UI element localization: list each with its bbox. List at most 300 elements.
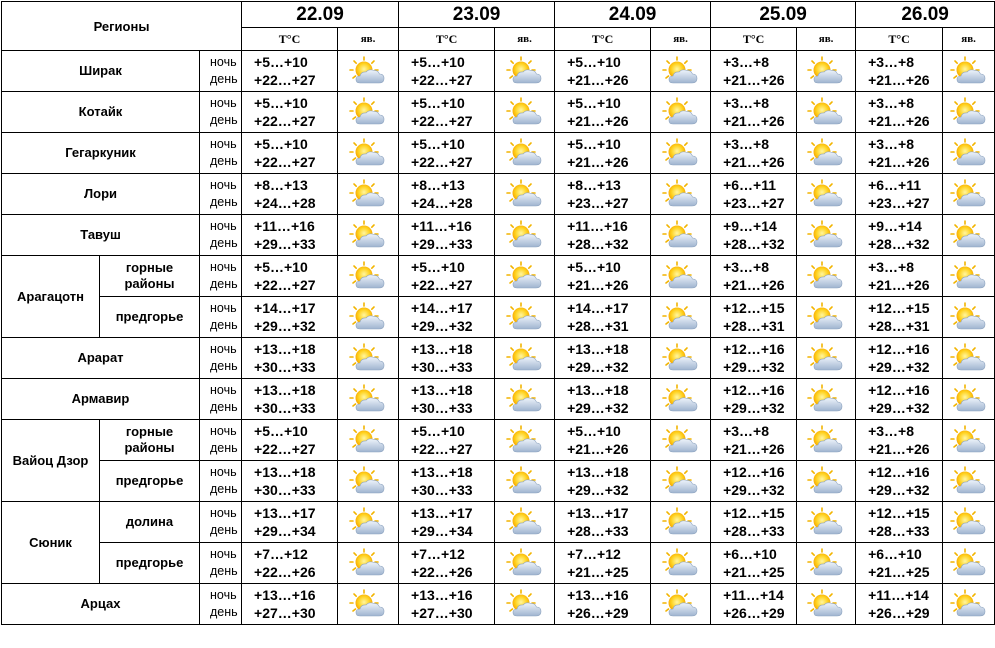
temperature-cell — [555, 420, 651, 461]
night-temp: +5…+10 — [254, 54, 308, 70]
night-temp: +12…+16 — [723, 464, 785, 480]
night-label: ночь — [210, 96, 237, 110]
night-label: ночь — [210, 137, 237, 151]
temperature-cell — [856, 92, 943, 133]
temperature-cell — [399, 502, 495, 543]
night-temp: +13…+18 — [254, 341, 316, 357]
night-day-labels — [200, 92, 242, 133]
temperature-cell — [711, 297, 797, 338]
night-temp: +12…+15 — [868, 505, 930, 521]
night-temp: +13…+18 — [567, 341, 629, 357]
night-temp: +13…+16 — [254, 587, 316, 603]
temperature-cell — [555, 502, 651, 543]
sun-behind-cloud-icon — [797, 461, 856, 502]
forecast-table — [1, 1, 995, 625]
region-name: Арагацотн — [2, 256, 100, 338]
sun-behind-cloud-icon — [338, 297, 399, 338]
night-temp: +14…+17 — [254, 300, 316, 316]
night-day-labels — [200, 174, 242, 215]
temperature-cell — [399, 133, 495, 174]
table-row — [2, 297, 995, 338]
region-name: Арцах — [2, 584, 200, 625]
night-temp: +3…+8 — [868, 95, 915, 111]
subregion-name: предгорье — [100, 543, 200, 584]
day-temp: +30…+33 — [254, 400, 316, 416]
day-temp: +21…+26 — [868, 113, 930, 129]
temperature-cell — [399, 420, 495, 461]
table-row — [2, 461, 995, 502]
temperature-cell — [399, 215, 495, 256]
night-temp: +8…+13 — [254, 177, 308, 193]
night-temp: +13…+18 — [567, 464, 629, 480]
temperature-cell — [856, 502, 943, 543]
temperature-cell — [242, 584, 338, 625]
day-temp: +29…+32 — [868, 400, 930, 416]
temperature-cell — [555, 461, 651, 502]
day-label: день — [210, 154, 238, 168]
sun-behind-cloud-icon — [797, 133, 856, 174]
night-temp: +3…+8 — [723, 259, 770, 275]
night-temp: +13…+18 — [411, 464, 473, 480]
temperature-cell — [399, 51, 495, 92]
day-temp: +21…+26 — [567, 441, 629, 457]
temp-column-header: T°C — [399, 28, 495, 51]
night-temp: +8…+13 — [567, 177, 621, 193]
night-day-labels — [200, 420, 242, 461]
night-temp: +3…+8 — [868, 423, 915, 439]
sun-behind-cloud-icon — [797, 92, 856, 133]
temperature-cell — [242, 297, 338, 338]
day-temp: +22…+27 — [411, 277, 473, 293]
sun-behind-cloud-icon — [495, 461, 555, 502]
night-temp: +5…+10 — [567, 136, 621, 152]
day-temp: +30…+33 — [254, 482, 316, 498]
night-temp: +13…+16 — [411, 587, 473, 603]
day-temp: +21…+26 — [723, 277, 785, 293]
day-temp: +22…+27 — [254, 113, 316, 129]
sun-behind-cloud-icon — [338, 420, 399, 461]
sun-behind-cloud-icon — [797, 420, 856, 461]
night-temp: +7…+12 — [254, 546, 308, 562]
temperature-cell — [399, 543, 495, 584]
night-temp: +12…+16 — [868, 464, 930, 480]
sun-behind-cloud-icon — [943, 461, 995, 502]
sun-behind-cloud-icon — [495, 174, 555, 215]
night-temp: +5…+10 — [411, 259, 465, 275]
weather-column-header: яв. — [338, 28, 399, 51]
sun-behind-cloud-icon — [651, 215, 711, 256]
night-temp: +5…+10 — [254, 259, 308, 275]
temperature-cell — [856, 174, 943, 215]
subregion-name: предгорье — [100, 461, 200, 502]
sun-behind-cloud-icon — [797, 584, 856, 625]
region-name: Арарат — [2, 338, 200, 379]
sun-behind-cloud-icon — [651, 502, 711, 543]
day-temp: +21…+25 — [868, 564, 930, 580]
sun-behind-cloud-icon — [943, 92, 995, 133]
sun-behind-cloud-icon — [651, 379, 711, 420]
night-temp: +5…+10 — [567, 259, 621, 275]
night-day-labels — [200, 256, 242, 297]
night-temp: +11…+16 — [411, 218, 472, 234]
night-label: ночь — [210, 301, 237, 315]
temperature-cell — [711, 51, 797, 92]
night-day-labels — [200, 297, 242, 338]
night-label: ночь — [210, 178, 237, 192]
date-header: 24.09 — [555, 2, 711, 28]
temperature-cell — [399, 256, 495, 297]
sun-behind-cloud-icon — [797, 174, 856, 215]
temperature-cell — [856, 584, 943, 625]
day-temp: +29…+32 — [723, 482, 785, 498]
day-temp: +30…+33 — [411, 482, 473, 498]
day-temp: +24…+28 — [411, 195, 473, 211]
temperature-cell — [856, 51, 943, 92]
night-temp: +12…+16 — [723, 341, 785, 357]
day-label: день — [210, 277, 238, 291]
night-temp: +12…+15 — [723, 505, 785, 521]
sun-behind-cloud-icon — [338, 256, 399, 297]
day-temp: +26…+29 — [723, 605, 785, 621]
temperature-cell — [242, 420, 338, 461]
temperature-cell — [856, 133, 943, 174]
night-temp: +3…+8 — [723, 95, 770, 111]
day-temp: +21…+26 — [868, 441, 930, 457]
night-temp: +13…+18 — [254, 464, 316, 480]
day-temp: +22…+27 — [254, 154, 316, 170]
night-day-labels — [200, 215, 242, 256]
day-temp: +28…+32 — [723, 236, 785, 252]
sun-behind-cloud-icon — [797, 338, 856, 379]
temperature-cell — [711, 215, 797, 256]
day-temp: +28…+33 — [567, 523, 629, 539]
day-temp: +26…+29 — [868, 605, 930, 621]
temperature-cell — [555, 92, 651, 133]
temperature-cell — [856, 461, 943, 502]
sun-behind-cloud-icon — [943, 502, 995, 543]
temp-column-header: T°C — [555, 28, 651, 51]
sun-behind-cloud-icon — [943, 215, 995, 256]
temperature-cell — [242, 338, 338, 379]
day-temp: +29…+32 — [254, 318, 316, 334]
day-temp: +29…+33 — [411, 236, 473, 252]
night-day-labels — [200, 584, 242, 625]
night-temp: +7…+12 — [567, 546, 621, 562]
night-temp: +5…+10 — [411, 54, 465, 70]
night-temp: +9…+14 — [723, 218, 777, 234]
sun-behind-cloud-icon — [338, 461, 399, 502]
sun-behind-cloud-icon — [338, 133, 399, 174]
temperature-cell — [242, 461, 338, 502]
subregion-name: горные районы — [100, 420, 200, 461]
temperature-cell — [856, 256, 943, 297]
sun-behind-cloud-icon — [338, 215, 399, 256]
temperature-cell — [399, 379, 495, 420]
region-name: Тавуш — [2, 215, 200, 256]
sun-behind-cloud-icon — [651, 133, 711, 174]
sun-behind-cloud-icon — [495, 215, 555, 256]
sun-behind-cloud-icon — [797, 297, 856, 338]
day-temp: +28…+33 — [723, 523, 785, 539]
sun-behind-cloud-icon — [651, 297, 711, 338]
sun-behind-cloud-icon — [943, 584, 995, 625]
night-temp: +13…+17 — [254, 505, 316, 521]
day-temp: +28…+32 — [567, 236, 629, 252]
sun-behind-cloud-icon — [495, 420, 555, 461]
sun-behind-cloud-icon — [651, 338, 711, 379]
temperature-cell — [242, 502, 338, 543]
night-day-labels — [200, 502, 242, 543]
date-header: 25.09 — [711, 2, 856, 28]
sun-behind-cloud-icon — [495, 379, 555, 420]
temp-column-header: T°C — [711, 28, 797, 51]
temperature-cell — [856, 379, 943, 420]
night-temp: +11…+14 — [868, 587, 929, 603]
night-day-labels — [200, 543, 242, 584]
table-row — [2, 174, 995, 215]
temperature-cell — [242, 379, 338, 420]
day-temp: +28…+31 — [567, 318, 629, 334]
night-day-labels — [200, 379, 242, 420]
day-label: день — [210, 400, 238, 414]
temp-column-header: T°C — [856, 28, 943, 51]
day-temp: +21…+26 — [723, 113, 785, 129]
night-temp: +12…+15 — [723, 300, 785, 316]
sun-behind-cloud-icon — [943, 133, 995, 174]
day-temp: +22…+27 — [411, 113, 473, 129]
sun-behind-cloud-icon — [651, 51, 711, 92]
region-name: Ширак — [2, 51, 200, 92]
region-name: Армавир — [2, 379, 200, 420]
sun-behind-cloud-icon — [943, 379, 995, 420]
sun-behind-cloud-icon — [495, 543, 555, 584]
temperature-cell — [399, 584, 495, 625]
night-temp: +5…+10 — [254, 423, 308, 439]
sun-behind-cloud-icon — [495, 256, 555, 297]
day-temp: +29…+32 — [723, 359, 785, 375]
temperature-cell — [242, 215, 338, 256]
day-temp: +30…+33 — [411, 400, 473, 416]
temperature-cell — [711, 584, 797, 625]
day-temp: +22…+27 — [411, 154, 473, 170]
temperature-cell — [711, 256, 797, 297]
night-temp: +12…+15 — [868, 300, 930, 316]
day-temp: +21…+26 — [723, 72, 785, 88]
sun-behind-cloud-icon — [651, 92, 711, 133]
day-temp: +21…+26 — [567, 113, 629, 129]
day-label: день — [210, 195, 238, 209]
table-row — [2, 584, 995, 625]
day-temp: +29…+32 — [567, 482, 629, 498]
day-temp: +27…+30 — [254, 605, 316, 621]
day-temp: +29…+32 — [868, 482, 930, 498]
sun-behind-cloud-icon — [797, 215, 856, 256]
night-temp: +9…+14 — [868, 218, 922, 234]
night-day-labels — [200, 461, 242, 502]
day-temp: +29…+33 — [254, 236, 316, 252]
day-temp: +28…+31 — [868, 318, 930, 334]
day-temp: +26…+29 — [567, 605, 629, 621]
temperature-cell — [555, 174, 651, 215]
day-temp: +28…+32 — [868, 236, 930, 252]
sun-behind-cloud-icon — [338, 92, 399, 133]
temperature-cell — [555, 338, 651, 379]
night-temp: +5…+10 — [411, 136, 465, 152]
temperature-cell — [711, 338, 797, 379]
table-row — [2, 92, 995, 133]
table-row — [2, 338, 995, 379]
temperature-cell — [555, 379, 651, 420]
region-name: Гегаркуник — [2, 133, 200, 174]
sun-behind-cloud-icon — [943, 51, 995, 92]
night-label: ночь — [210, 465, 237, 479]
night-temp: +5…+10 — [411, 423, 465, 439]
day-temp: +22…+27 — [254, 72, 316, 88]
day-label: день — [210, 236, 238, 250]
night-temp: +3…+8 — [723, 136, 770, 152]
day-temp: +30…+33 — [411, 359, 473, 375]
night-temp: +12…+16 — [868, 341, 930, 357]
sun-behind-cloud-icon — [338, 584, 399, 625]
night-day-labels — [200, 51, 242, 92]
date-header: 26.09 — [856, 2, 995, 28]
temperature-cell — [242, 256, 338, 297]
day-temp: +30…+33 — [254, 359, 316, 375]
temperature-cell — [555, 133, 651, 174]
sun-behind-cloud-icon — [943, 420, 995, 461]
night-label: ночь — [210, 547, 237, 561]
day-temp: +22…+26 — [411, 564, 473, 580]
subregion-name: долина — [100, 502, 200, 543]
sun-behind-cloud-icon — [943, 256, 995, 297]
night-temp: +3…+8 — [868, 136, 915, 152]
day-label: день — [210, 359, 238, 373]
night-temp: +11…+16 — [254, 218, 315, 234]
table-row — [2, 256, 995, 297]
day-temp: +21…+26 — [567, 154, 629, 170]
day-temp: +22…+27 — [254, 441, 316, 457]
sun-behind-cloud-icon — [338, 379, 399, 420]
day-label: день — [210, 441, 238, 455]
table-row — [2, 543, 995, 584]
night-temp: +13…+17 — [567, 505, 629, 521]
day-label: день — [210, 113, 238, 127]
table-row — [2, 420, 995, 461]
region-name: Котайк — [2, 92, 200, 133]
sun-behind-cloud-icon — [797, 379, 856, 420]
temperature-cell — [711, 420, 797, 461]
temperature-cell — [711, 543, 797, 584]
temperature-cell — [856, 543, 943, 584]
sun-behind-cloud-icon — [338, 543, 399, 584]
night-label: ночь — [210, 424, 237, 438]
day-temp: +29…+34 — [254, 523, 316, 539]
sun-behind-cloud-icon — [651, 256, 711, 297]
day-temp: +21…+25 — [723, 564, 785, 580]
night-temp: +5…+10 — [254, 136, 308, 152]
weather-column-header: яв. — [495, 28, 555, 51]
sun-behind-cloud-icon — [338, 174, 399, 215]
temperature-cell — [711, 92, 797, 133]
temperature-cell — [856, 338, 943, 379]
day-temp: +21…+26 — [723, 441, 785, 457]
sun-behind-cloud-icon — [338, 338, 399, 379]
night-label: ночь — [210, 588, 237, 602]
night-day-labels — [200, 133, 242, 174]
night-temp: +5…+10 — [567, 54, 621, 70]
temperature-cell — [242, 92, 338, 133]
day-label: день — [210, 564, 238, 578]
day-temp: +22…+26 — [254, 564, 316, 580]
temperature-cell — [856, 420, 943, 461]
temperature-cell — [242, 51, 338, 92]
temperature-cell — [711, 461, 797, 502]
day-temp: +24…+28 — [254, 195, 316, 211]
sun-behind-cloud-icon — [797, 51, 856, 92]
night-temp: +13…+18 — [411, 382, 473, 398]
night-temp: +6…+11 — [723, 177, 777, 193]
sun-behind-cloud-icon — [338, 502, 399, 543]
table-row — [2, 133, 995, 174]
temperature-cell — [399, 461, 495, 502]
day-temp: +23…+27 — [567, 195, 629, 211]
day-temp: +29…+32 — [868, 359, 930, 375]
sun-behind-cloud-icon — [797, 256, 856, 297]
night-label: ночь — [210, 55, 237, 69]
day-label: день — [210, 482, 238, 496]
day-temp: +28…+31 — [723, 318, 785, 334]
region-name: Лори — [2, 174, 200, 215]
sun-behind-cloud-icon — [495, 338, 555, 379]
day-temp: +22…+27 — [411, 441, 473, 457]
day-temp: +29…+32 — [567, 400, 629, 416]
table-row — [2, 51, 995, 92]
night-temp: +11…+16 — [567, 218, 628, 234]
night-temp: +3…+8 — [723, 423, 770, 439]
sun-behind-cloud-icon — [943, 338, 995, 379]
sun-behind-cloud-icon — [651, 461, 711, 502]
temperature-cell — [856, 215, 943, 256]
temperature-cell — [399, 338, 495, 379]
sun-behind-cloud-icon — [943, 543, 995, 584]
sun-behind-cloud-icon — [943, 297, 995, 338]
night-temp: +3…+8 — [723, 54, 770, 70]
night-temp: +13…+18 — [411, 341, 473, 357]
sun-behind-cloud-icon — [797, 502, 856, 543]
temperature-cell — [555, 297, 651, 338]
night-temp: +3…+8 — [868, 54, 915, 70]
day-temp: +21…+26 — [868, 277, 930, 293]
weather-column-header: яв. — [651, 28, 711, 51]
date-header: 22.09 — [242, 2, 399, 28]
subregion-name: горные районы — [100, 256, 200, 297]
temperature-cell — [242, 543, 338, 584]
night-temp: +6…+10 — [868, 546, 922, 562]
temperature-cell — [856, 297, 943, 338]
night-temp: +8…+13 — [411, 177, 465, 193]
day-label: день — [210, 523, 238, 537]
temperature-cell — [399, 92, 495, 133]
temperature-cell — [555, 543, 651, 584]
day-temp: +29…+34 — [411, 523, 473, 539]
sun-behind-cloud-icon — [495, 297, 555, 338]
night-temp: +5…+10 — [567, 95, 621, 111]
temperature-cell — [555, 215, 651, 256]
day-temp: +21…+26 — [868, 154, 930, 170]
night-label: ночь — [210, 506, 237, 520]
temperature-cell — [242, 174, 338, 215]
sun-behind-cloud-icon — [495, 502, 555, 543]
